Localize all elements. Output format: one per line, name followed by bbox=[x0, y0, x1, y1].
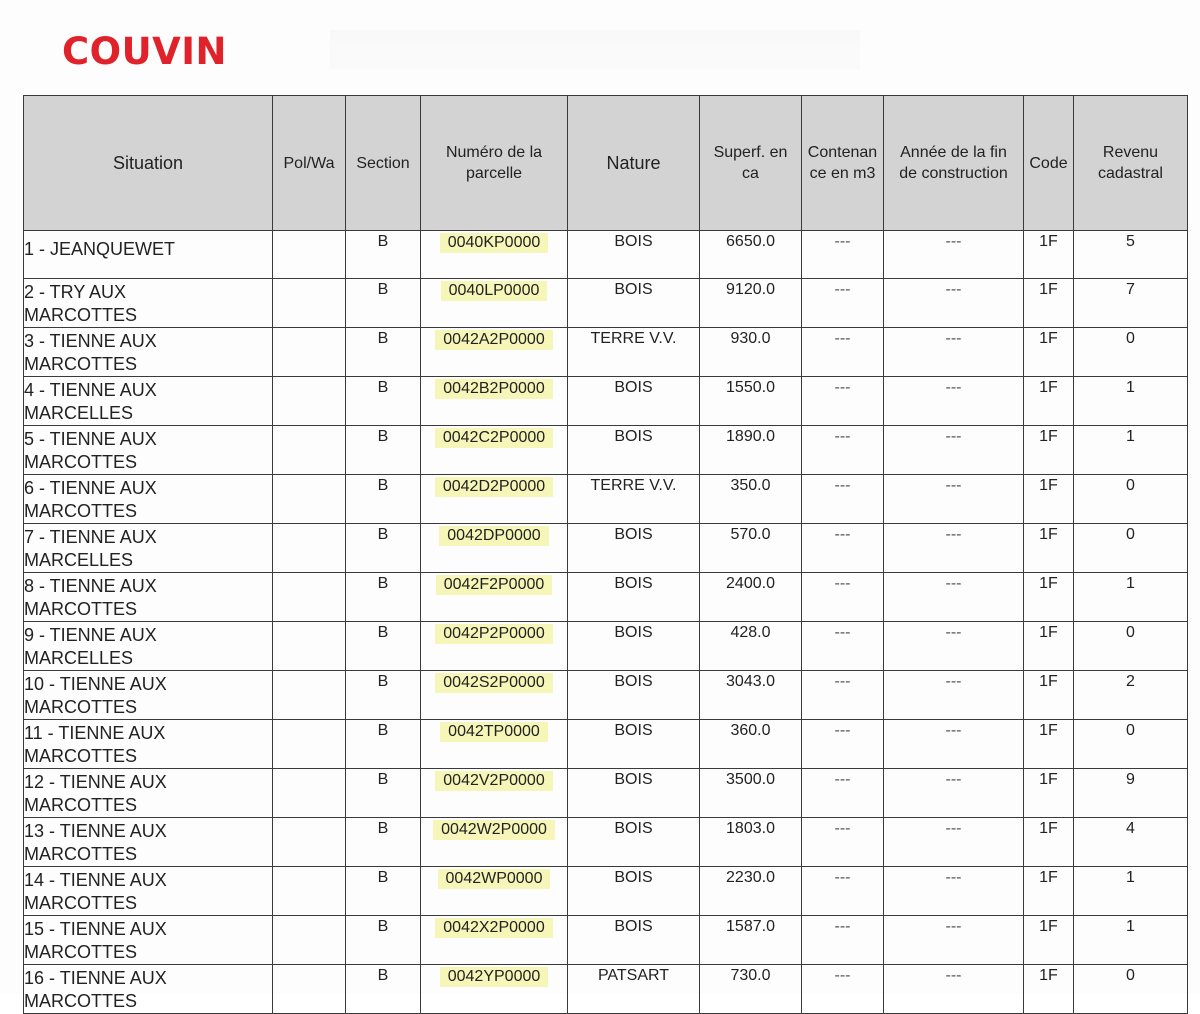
col-revenu-header: Revenu cadastral bbox=[1074, 96, 1188, 231]
cell-situation: 7 - TIENNE AUX MARCELLES bbox=[24, 524, 273, 573]
cell-nature: BOIS bbox=[568, 769, 700, 818]
cell-annee: --- bbox=[884, 328, 1024, 377]
cell-nature: BOIS bbox=[568, 818, 700, 867]
cell-annee: --- bbox=[884, 573, 1024, 622]
cell-contenance: --- bbox=[802, 426, 884, 475]
cell-contenance: --- bbox=[802, 231, 884, 279]
cell-contenance: --- bbox=[802, 328, 884, 377]
cell-code: 1F bbox=[1024, 524, 1074, 573]
cell-polwa bbox=[273, 426, 346, 475]
cell-section: B bbox=[346, 231, 421, 279]
cell-section: B bbox=[346, 426, 421, 475]
cell-revenu: 0 bbox=[1074, 328, 1188, 377]
col-superf-header: Superf. en ca bbox=[700, 96, 802, 231]
table-row bbox=[24, 916, 1188, 965]
cell-polwa bbox=[273, 916, 346, 965]
cell-annee: --- bbox=[884, 279, 1024, 328]
cell-nature: BOIS bbox=[568, 377, 700, 426]
table-row bbox=[24, 867, 1188, 916]
col-polwa-header: Pol/Wa bbox=[273, 96, 346, 231]
cell-situation: 3 - TIENNE AUX MARCOTTES bbox=[24, 328, 273, 377]
document-title: COUVIN bbox=[62, 30, 228, 73]
cell-contenance: --- bbox=[802, 818, 884, 867]
cell-nature: PATSART bbox=[568, 965, 700, 1014]
cell-situation: 16 - TIENNE AUX MARCOTTES bbox=[24, 965, 273, 1014]
parcel-number-highlight: 0042F2P0000 bbox=[436, 575, 553, 595]
parcel-number-highlight: 0042A2P0000 bbox=[435, 330, 552, 350]
cell-superf: 350.0 bbox=[700, 475, 802, 524]
cell-code: 1F bbox=[1024, 328, 1074, 377]
cell-polwa bbox=[273, 377, 346, 426]
col-parcelle-header: Numéro de la parcelle bbox=[421, 96, 568, 231]
cell-section: B bbox=[346, 524, 421, 573]
cell-annee: --- bbox=[884, 720, 1024, 769]
cell-annee: --- bbox=[884, 426, 1024, 475]
cell-polwa bbox=[273, 524, 346, 573]
cell-superf: 428.0 bbox=[700, 622, 802, 671]
table-row bbox=[24, 671, 1188, 720]
cell-superf: 3043.0 bbox=[700, 671, 802, 720]
cell-code: 1F bbox=[1024, 818, 1074, 867]
parcel-number-highlight: 0040KP0000 bbox=[440, 233, 549, 253]
cell-superf: 360.0 bbox=[700, 720, 802, 769]
cell-situation: 2 - TRY AUX MARCOTTES bbox=[24, 279, 273, 328]
cell-superf: 2230.0 bbox=[700, 867, 802, 916]
cell-section: B bbox=[346, 475, 421, 524]
cell-parcelle bbox=[421, 720, 568, 769]
table-row bbox=[24, 231, 1188, 279]
cadastral-table bbox=[23, 95, 1188, 1014]
cell-nature: BOIS bbox=[568, 426, 700, 475]
cell-parcelle bbox=[421, 818, 568, 867]
cell-contenance: --- bbox=[802, 279, 884, 328]
cell-section: B bbox=[346, 769, 421, 818]
cell-revenu: 0 bbox=[1074, 524, 1188, 573]
cell-code: 1F bbox=[1024, 769, 1074, 818]
cell-code: 1F bbox=[1024, 475, 1074, 524]
cell-contenance: --- bbox=[802, 965, 884, 1014]
cell-revenu: 9 bbox=[1074, 769, 1188, 818]
cell-annee: --- bbox=[884, 867, 1024, 916]
cell-polwa bbox=[273, 622, 346, 671]
parcel-number-highlight: 0042B2P0000 bbox=[435, 379, 552, 399]
parcel-number-highlight: 0042P2P0000 bbox=[435, 624, 552, 644]
table-row bbox=[24, 573, 1188, 622]
cell-revenu: 1 bbox=[1074, 573, 1188, 622]
cell-contenance: --- bbox=[802, 720, 884, 769]
parcel-number-highlight: 0042S2P0000 bbox=[435, 673, 552, 693]
cell-nature: BOIS bbox=[568, 720, 700, 769]
cell-polwa bbox=[273, 769, 346, 818]
cell-code: 1F bbox=[1024, 867, 1074, 916]
cell-annee: --- bbox=[884, 965, 1024, 1014]
col-nature-header: Nature bbox=[568, 96, 700, 231]
cell-parcelle bbox=[421, 231, 568, 279]
table-row bbox=[24, 818, 1188, 867]
cell-parcelle bbox=[421, 965, 568, 1014]
table-row bbox=[24, 377, 1188, 426]
cell-superf: 6650.0 bbox=[700, 231, 802, 279]
cell-annee: --- bbox=[884, 916, 1024, 965]
parcel-number-highlight: 0042DP0000 bbox=[439, 526, 548, 546]
cell-nature: BOIS bbox=[568, 916, 700, 965]
cell-situation: 11 - TIENNE AUX MARCOTTES bbox=[24, 720, 273, 769]
cell-section: B bbox=[346, 328, 421, 377]
cell-section: B bbox=[346, 279, 421, 328]
parcel-number-highlight: 0042WP0000 bbox=[438, 869, 551, 889]
table-body bbox=[24, 231, 1188, 1014]
cell-polwa bbox=[273, 671, 346, 720]
cell-polwa bbox=[273, 231, 346, 279]
cell-revenu: 0 bbox=[1074, 475, 1188, 524]
cell-section: B bbox=[346, 671, 421, 720]
cell-section: B bbox=[346, 818, 421, 867]
cell-nature: BOIS bbox=[568, 279, 700, 328]
cell-contenance: --- bbox=[802, 671, 884, 720]
cell-revenu: 0 bbox=[1074, 720, 1188, 769]
cell-code: 1F bbox=[1024, 916, 1074, 965]
cell-parcelle bbox=[421, 328, 568, 377]
table-row bbox=[24, 328, 1188, 377]
cell-situation: 1 - JEANQUEWET bbox=[24, 231, 273, 279]
cell-code: 1F bbox=[1024, 231, 1074, 279]
cell-superf: 730.0 bbox=[700, 965, 802, 1014]
cell-annee: --- bbox=[884, 377, 1024, 426]
cell-situation: 9 - TIENNE AUX MARCELLES bbox=[24, 622, 273, 671]
cell-parcelle bbox=[421, 524, 568, 573]
cell-polwa bbox=[273, 818, 346, 867]
col-annee-header: Année de la fin de construction bbox=[884, 96, 1024, 231]
cell-superf: 3500.0 bbox=[700, 769, 802, 818]
cell-nature: BOIS bbox=[568, 671, 700, 720]
table-row bbox=[24, 524, 1188, 573]
cell-superf: 1550.0 bbox=[700, 377, 802, 426]
cell-polwa bbox=[273, 965, 346, 1014]
parcel-number-highlight: 0040LP0000 bbox=[441, 281, 548, 301]
cell-nature: TERRE V.V. bbox=[568, 328, 700, 377]
cell-annee: --- bbox=[884, 475, 1024, 524]
cell-situation: 10 - TIENNE AUX MARCOTTES bbox=[24, 671, 273, 720]
table-row bbox=[24, 965, 1188, 1014]
table-row bbox=[24, 426, 1188, 475]
cell-revenu: 0 bbox=[1074, 622, 1188, 671]
cell-section: B bbox=[346, 916, 421, 965]
cell-section: B bbox=[346, 867, 421, 916]
cell-revenu: 0 bbox=[1074, 965, 1188, 1014]
cell-annee: --- bbox=[884, 622, 1024, 671]
cell-section: B bbox=[346, 720, 421, 769]
cell-section: B bbox=[346, 965, 421, 1014]
table-row bbox=[24, 279, 1188, 328]
cell-revenu: 2 bbox=[1074, 671, 1188, 720]
cell-polwa bbox=[273, 867, 346, 916]
cell-superf: 930.0 bbox=[700, 328, 802, 377]
cell-code: 1F bbox=[1024, 573, 1074, 622]
cell-situation: 15 - TIENNE AUX MARCOTTES bbox=[24, 916, 273, 965]
cell-revenu: 5 bbox=[1074, 231, 1188, 279]
cell-contenance: --- bbox=[802, 573, 884, 622]
parcel-number-highlight: 0042YP0000 bbox=[440, 967, 549, 987]
cadastral-table-wrap bbox=[23, 95, 1187, 1014]
cell-nature: TERRE V.V. bbox=[568, 475, 700, 524]
table-row bbox=[24, 475, 1188, 524]
cell-polwa bbox=[273, 720, 346, 769]
table-header-row bbox=[24, 96, 1188, 231]
cell-superf: 1587.0 bbox=[700, 916, 802, 965]
cell-code: 1F bbox=[1024, 426, 1074, 475]
cell-revenu: 1 bbox=[1074, 377, 1188, 426]
cell-code: 1F bbox=[1024, 279, 1074, 328]
cell-parcelle bbox=[421, 475, 568, 524]
cell-parcelle bbox=[421, 279, 568, 328]
parcel-number-highlight: 0042D2P0000 bbox=[435, 477, 553, 497]
cell-situation: 5 - TIENNE AUX MARCOTTES bbox=[24, 426, 273, 475]
cell-situation: 6 - TIENNE AUX MARCOTTES bbox=[24, 475, 273, 524]
cell-polwa bbox=[273, 328, 346, 377]
parcel-number-highlight: 0042X2P0000 bbox=[435, 918, 552, 938]
cell-situation: 8 - TIENNE AUX MARCOTTES bbox=[24, 573, 273, 622]
cell-section: B bbox=[346, 377, 421, 426]
cell-superf: 1803.0 bbox=[700, 818, 802, 867]
cell-superf: 2400.0 bbox=[700, 573, 802, 622]
cell-contenance: --- bbox=[802, 867, 884, 916]
cell-contenance: --- bbox=[802, 524, 884, 573]
cell-nature: BOIS bbox=[568, 573, 700, 622]
cell-polwa bbox=[273, 279, 346, 328]
cell-code: 1F bbox=[1024, 671, 1074, 720]
col-situation-header: Situation bbox=[24, 96, 273, 231]
cell-revenu: 1 bbox=[1074, 916, 1188, 965]
col-contenance-header: Contenan ce en m3 bbox=[802, 96, 884, 231]
table-row bbox=[24, 769, 1188, 818]
cell-nature: BOIS bbox=[568, 231, 700, 279]
cell-revenu: 4 bbox=[1074, 818, 1188, 867]
cell-annee: --- bbox=[884, 769, 1024, 818]
cell-situation: 4 - TIENNE AUX MARCELLES bbox=[24, 377, 273, 426]
cell-code: 1F bbox=[1024, 622, 1074, 671]
cell-revenu: 1 bbox=[1074, 426, 1188, 475]
cell-annee: --- bbox=[884, 524, 1024, 573]
cell-parcelle bbox=[421, 769, 568, 818]
cell-section: B bbox=[346, 573, 421, 622]
cell-polwa bbox=[273, 475, 346, 524]
cell-contenance: --- bbox=[802, 622, 884, 671]
cell-revenu: 7 bbox=[1074, 279, 1188, 328]
cell-superf: 9120.0 bbox=[700, 279, 802, 328]
cell-annee: --- bbox=[884, 671, 1024, 720]
parcel-number-highlight: 0042W2P0000 bbox=[433, 820, 555, 840]
col-code-header: Code bbox=[1024, 96, 1074, 231]
cell-polwa bbox=[273, 573, 346, 622]
cell-superf: 570.0 bbox=[700, 524, 802, 573]
cell-code: 1F bbox=[1024, 965, 1074, 1014]
parcel-number-highlight: 0042TP0000 bbox=[440, 722, 548, 742]
parcel-number-highlight: 0042V2P0000 bbox=[435, 771, 552, 791]
table-row bbox=[24, 622, 1188, 671]
cell-situation: 13 - TIENNE AUX MARCOTTES bbox=[24, 818, 273, 867]
faint-scan-band bbox=[330, 30, 860, 70]
cell-parcelle bbox=[421, 426, 568, 475]
cell-code: 1F bbox=[1024, 720, 1074, 769]
cell-code: 1F bbox=[1024, 377, 1074, 426]
cell-nature: BOIS bbox=[568, 867, 700, 916]
cell-revenu: 1 bbox=[1074, 867, 1188, 916]
table-row bbox=[24, 720, 1188, 769]
cell-parcelle bbox=[421, 622, 568, 671]
cell-contenance: --- bbox=[802, 475, 884, 524]
col-section-header: Section bbox=[346, 96, 421, 231]
cell-parcelle bbox=[421, 671, 568, 720]
cell-parcelle bbox=[421, 867, 568, 916]
cell-contenance: --- bbox=[802, 769, 884, 818]
cell-situation: 12 - TIENNE AUX MARCOTTES bbox=[24, 769, 273, 818]
cell-nature: BOIS bbox=[568, 524, 700, 573]
cell-parcelle bbox=[421, 377, 568, 426]
cell-situation: 14 - TIENNE AUX MARCOTTES bbox=[24, 867, 273, 916]
cell-superf: 1890.0 bbox=[700, 426, 802, 475]
cell-parcelle bbox=[421, 916, 568, 965]
cell-contenance: --- bbox=[802, 377, 884, 426]
cell-annee: --- bbox=[884, 231, 1024, 279]
parcel-number-highlight: 0042C2P0000 bbox=[435, 428, 553, 448]
cell-contenance: --- bbox=[802, 916, 884, 965]
cell-section: B bbox=[346, 622, 421, 671]
cell-parcelle bbox=[421, 573, 568, 622]
cell-nature: BOIS bbox=[568, 622, 700, 671]
cell-annee: --- bbox=[884, 818, 1024, 867]
